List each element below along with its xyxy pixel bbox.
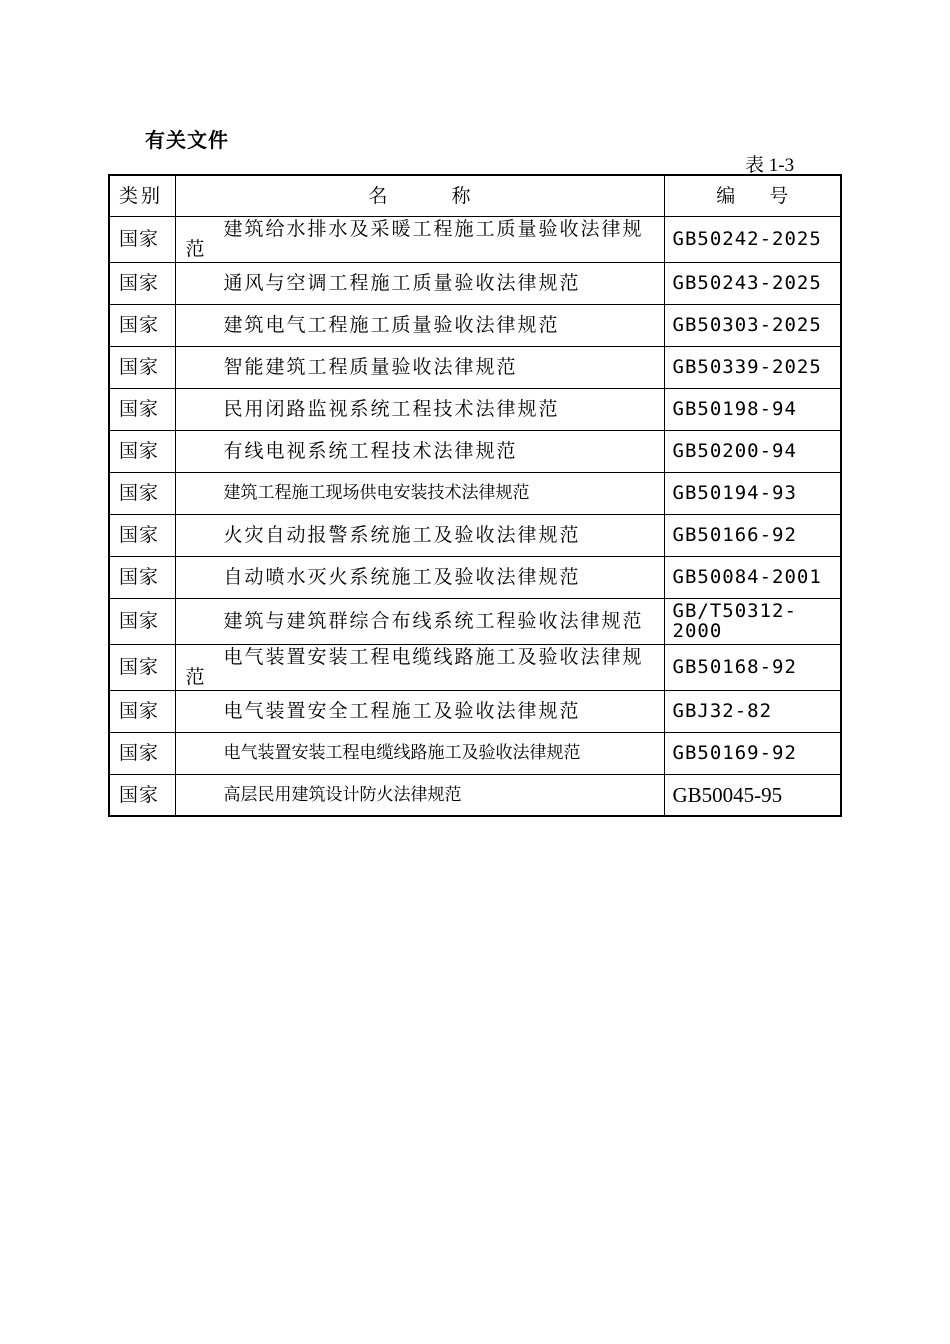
table-row	[109, 430, 841, 472]
row-category: 国家	[109, 388, 175, 430]
row-code: GB50084-2001	[664, 556, 841, 598]
table-header-row	[109, 175, 841, 216]
row-name: 建筑与建筑群综合布线系统工程验收法律规范	[175, 598, 664, 644]
row-category: 国家	[109, 430, 175, 472]
row-name: 电气装置安装工程电缆线路施工及验收法律规范	[175, 644, 664, 690]
row-name: 建筑工程施工现场供电安装技术法律规范	[175, 472, 664, 514]
table-number: 表 1-3	[745, 155, 795, 176]
header-name	[175, 175, 664, 216]
header-category: 类别	[109, 175, 175, 216]
row-code: GB50194-93	[664, 472, 841, 514]
row-name: 自动喷水灭火系统施工及验收法律规范	[175, 556, 664, 598]
row-code: GB50242-2025	[664, 216, 841, 262]
row-category: 国家	[109, 216, 175, 262]
row-name: 电气装置安全工程施工及验收法律规范	[175, 690, 664, 732]
row-category: 国家	[109, 346, 175, 388]
row-name: 通风与空调工程施工质量验收法律规范	[175, 262, 664, 304]
row-category: 国家	[109, 262, 175, 304]
row-name: 有线电视系统工程技术法律规范	[175, 430, 664, 472]
table-row	[109, 690, 841, 732]
page-heading: 有关文件	[145, 128, 229, 152]
row-code: GB50045-95	[664, 774, 841, 816]
row-code: GB50200-94	[664, 430, 841, 472]
row-category: 国家	[109, 556, 175, 598]
row-name: 智能建筑工程质量验收法律规范	[175, 346, 664, 388]
table-row	[109, 216, 841, 262]
row-category: 国家	[109, 472, 175, 514]
table-row	[109, 732, 841, 774]
row-code: GB/T50312-2000	[664, 598, 841, 644]
header-code-first: 编	[716, 184, 736, 207]
row-name: 建筑给水排水及采暖工程施工质量验收法律规范	[175, 216, 664, 262]
table-row	[109, 556, 841, 598]
row-code: GBJ32-82	[664, 690, 841, 732]
header-code	[664, 175, 841, 216]
table-row	[109, 262, 841, 304]
row-name: 民用闭路监视系统工程技术法律规范	[175, 388, 664, 430]
table-row	[109, 304, 841, 346]
row-code: GB50168-92	[664, 644, 841, 690]
row-code: GB50169-92	[664, 732, 841, 774]
row-category: 国家	[109, 732, 175, 774]
row-name: 火灾自动报警系统施工及验收法律规范	[175, 514, 664, 556]
header-name-first: 名	[368, 184, 388, 207]
row-name: 建筑电气工程施工质量验收法律规范	[175, 304, 664, 346]
row-code: GB50339-2025	[664, 346, 841, 388]
row-category: 国家	[109, 644, 175, 690]
row-code: GB50243-2025	[664, 262, 841, 304]
row-category: 国家	[109, 304, 175, 346]
header-code-second: 号	[769, 184, 789, 207]
table-row	[109, 774, 841, 816]
header-name-second: 称	[451, 184, 471, 207]
table-row	[109, 514, 841, 556]
row-code: GB50303-2025	[664, 304, 841, 346]
table-row	[109, 644, 841, 690]
row-code: GB50166-92	[664, 514, 841, 556]
row-name: 高层民用建筑设计防火法律规范	[175, 774, 664, 816]
row-category: 国家	[109, 690, 175, 732]
row-category: 国家	[109, 598, 175, 644]
standards-table	[108, 174, 842, 817]
row-category: 国家	[109, 774, 175, 816]
table-row	[109, 346, 841, 388]
row-category: 国家	[109, 514, 175, 556]
row-name: 电气装置安装工程电缆线路施工及验收法律规范	[175, 732, 664, 774]
table-row	[109, 388, 841, 430]
table-row	[109, 598, 841, 644]
row-code: GB50198-94	[664, 388, 841, 430]
table-row	[109, 472, 841, 514]
